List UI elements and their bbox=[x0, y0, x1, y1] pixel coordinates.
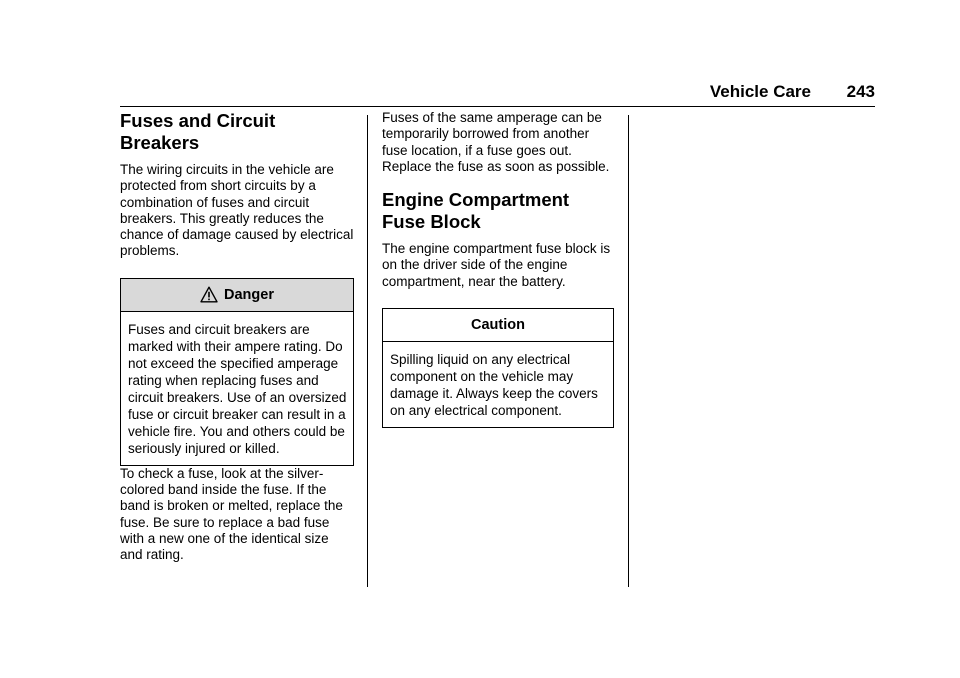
page-number: 243 bbox=[846, 82, 875, 101]
warning-icon bbox=[200, 286, 218, 303]
page-header bbox=[120, 82, 875, 107]
left-column bbox=[120, 110, 354, 564]
danger-box-title: Danger bbox=[224, 286, 274, 303]
caution-box-title: Caution bbox=[471, 317, 525, 334]
column-divider bbox=[628, 115, 629, 587]
caution-box-header bbox=[383, 309, 613, 342]
check-fuse-paragraph: To check a fuse, look at the silver-colored band inside the fuse. If the band is broken or melted, replace the fuse. Be sure to replace a bad fuse with a new one of the identical size and rating. bbox=[120, 465, 343, 563]
middle-column bbox=[382, 110, 614, 428]
intro-paragraph: The wiring circuits in the vehicle are protected from short circuits by a combination of fuses and circuit breakers. This greatly reduces the chance of damage caused by electrical problems. bbox=[120, 162, 354, 259]
danger-box-header bbox=[121, 279, 353, 312]
section-heading-fuses: Fuses and Circuit Breakers bbox=[120, 110, 276, 153]
danger-box bbox=[120, 278, 354, 466]
fuse-block-location-paragraph: The engine compartment fuse block is on the driver side of the engine compartment, near the battery. bbox=[382, 241, 611, 289]
column-divider bbox=[367, 115, 368, 587]
caution-box bbox=[382, 308, 614, 428]
section-title: Vehicle Care bbox=[709, 82, 811, 101]
caution-box-body: Spilling liquid on any electrical component on the vehicle may damage it. Always keep the covers on any electrical component. bbox=[390, 352, 598, 419]
danger-box-body: Fuses and circuit breakers are marked with their ampere rating. Do not exceed the specified amperage rating when replacing fuses and circuit breakers. Use of an oversized fuse or circuit breaker can result in a vehicle fire. You and others could be seriously injured or killed. bbox=[128, 321, 347, 456]
section-heading-engine-fuse-block: Engine Compartment Fuse Block bbox=[382, 189, 570, 233]
borrow-fuse-paragraph: Fuses of the same amperage can be temporarily borrowed from another fuse location, if a fuse goes out. Replace the fuse as soon as possible. bbox=[382, 110, 610, 174]
